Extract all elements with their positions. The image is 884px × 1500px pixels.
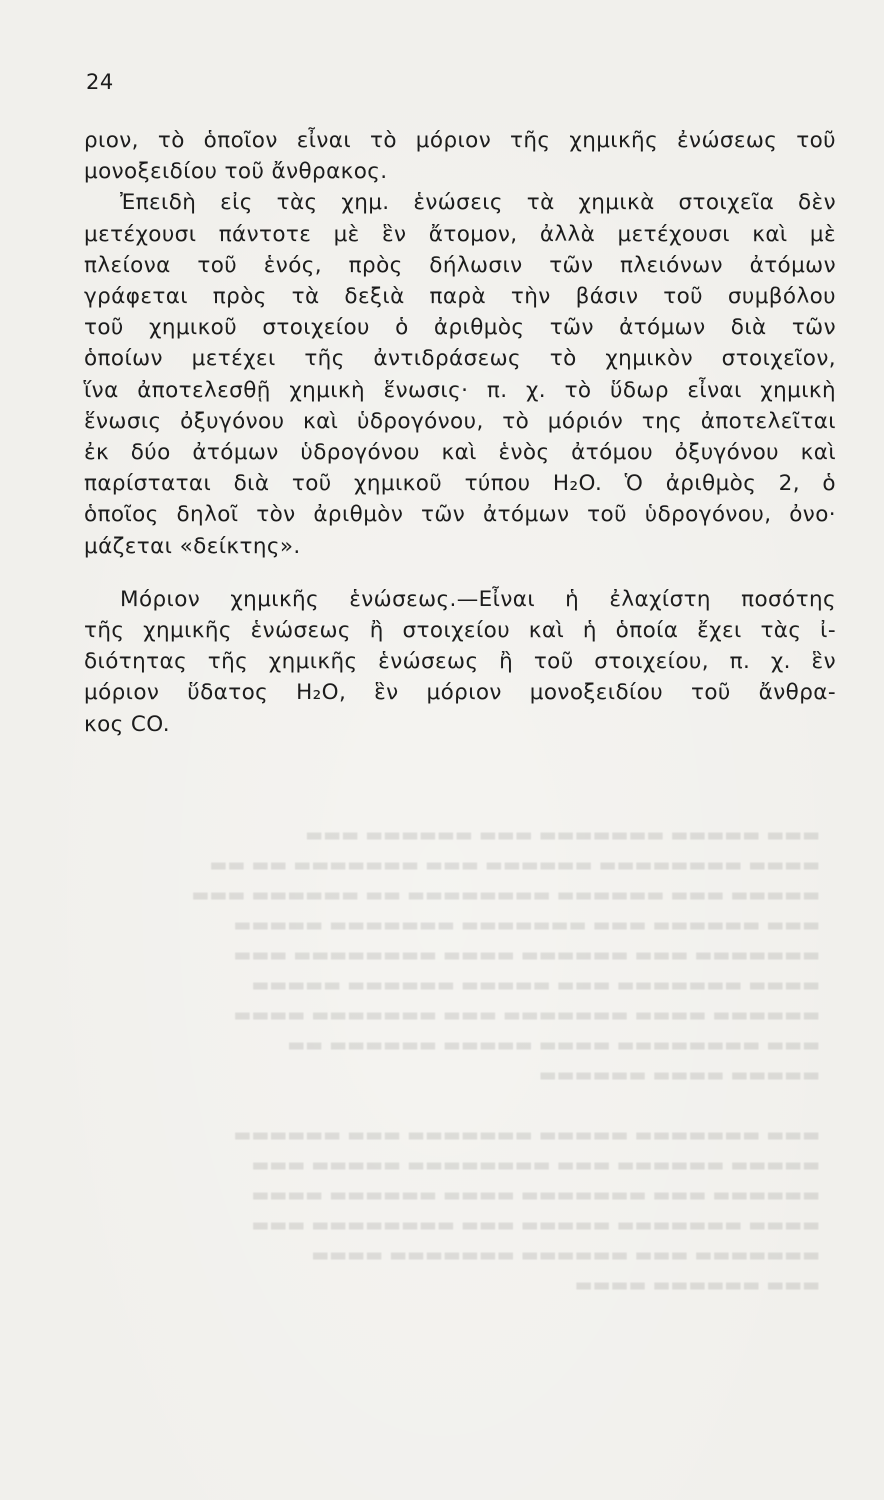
page-number: 24 (86, 70, 114, 94)
texture-line: ▬▬▬▬ ▬▬▬▬▬▬▬ ▬▬▬▬▬ ▬▬▬ ▬▬▬▬▬▬▬▬ ▬▬▬ (251, 1214, 820, 1236)
texture-line (80, 1090, 820, 1120)
texture-line: ▬▬▬▬▬▬▬ ▬▬▬ ▬▬▬▬▬▬ ▬▬▬▬▬▬▬ ▬▬▬▬ (311, 1244, 820, 1266)
text-line: τῆς χημικῆς ἑνώσεως ἢ στοιχείου καὶ ἡ ὁποία ἔχει τὰς ἰ- (84, 618, 836, 644)
text-line: Μόριον χημικῆς ἑνώσεως.—Εἶναι ἡ ἐλαχίστη ποσότης (120, 586, 836, 612)
body-text (84, 125, 836, 740)
text-line: ὁποίων μετέχει τῆς ἀντιδράσεως τὸ χημικὸν στοιχεῖον, (84, 346, 836, 372)
text-line: ἕνωσις ὀξυγόνου καὶ ὑδρογόνου, τὸ μόριόν της ἀποτελεῖται (84, 408, 836, 434)
texture-line: ▬▬▬▬▬▬▬ ▬▬▬ ▬▬▬▬▬▬ ▬▬▬▬ ▬▬▬▬▬▬▬▬ ▬▬▬ (233, 944, 820, 966)
texture-line: ▬▬▬▬▬ ▬▬▬▬▬▬ ▬▬▬ ▬▬▬▬▬▬▬▬ ▬▬▬▬▬ ▬▬▬ (251, 1154, 820, 1176)
text-line: τοῦ χημικοῦ στοιχείου ὁ ἀριθμὸς τῶν ἀτόμων διὰ τῶν (84, 315, 836, 341)
text-line: μονοξειδίου τοῦ ἄνθρακος. (84, 159, 388, 185)
text-line: μάζεται «δείκτης». (84, 533, 301, 559)
text-line: γράφεται πρὸς τὰ δεξιὰ παρὰ τὴν βάσιν τοῦ συμβόλου (84, 284, 836, 310)
texture-line: ▬▬▬▬▬▬ ▬▬▬▬ ▬▬▬▬▬▬▬ ▬▬▬ ▬▬▬▬▬▬▬ ▬▬▬▬ (233, 1004, 820, 1026)
texture-line: ▬▬▬▬▬ ▬▬▬ ▬▬▬▬▬▬ ▬▬▬▬▬▬▬▬ ▬▬ ▬▬▬▬▬▬ ▬▬▬ (191, 884, 820, 906)
text-line: Ἐπειδὴ εἰς τὰς χημ. ἑνώσεις τὰ χημικὰ στοιχεῖα δὲν (120, 190, 836, 216)
text-line: διότητας τῆς χημικῆς ἑνώσεως ἢ τοῦ στοιχείου, π. χ. ἓν (84, 649, 836, 675)
texture-line: ▬▬▬ ▬▬▬▬▬▬ ▬▬▬ ▬▬▬▬▬▬▬ ▬▬▬▬▬▬▬ ▬▬▬▬▬ (233, 914, 820, 936)
text-line: μόριον ὕδατος H₂O, ἓν μόριον μονοξειδίου τοῦ ἄνθρα- (84, 680, 836, 706)
text-line: πλείονα τοῦ ἑνός, πρὸς δήλωσιν τῶν πλειόνων ἀτόμων (84, 252, 836, 278)
texture-line: ▬▬▬▬▬ ▬▬▬▬ ▬▬▬▬▬▬ (538, 1064, 820, 1086)
texture-line: ▬▬▬ ▬▬▬▬▬ ▬▬▬▬▬▬▬ ▬▬▬ ▬▬▬▬▬▬ ▬▬▬ (305, 824, 820, 846)
texture-line: ▬▬▬▬ ▬▬▬▬▬▬▬ ▬▬▬ ▬▬▬▬▬ ▬▬▬▬▬▬ ▬▬▬▬▬ (251, 974, 820, 996)
text-line: ἐκ δύο ἀτόμων ὑδρογόνου καὶ ἑνὸς ἀτόμου ὀξυγόνου καὶ (84, 440, 836, 466)
text-line: παρίσταται διὰ τοῦ χημικοῦ τύπου H₂O. Ὁ ἀριθμὸς 2, ὁ (84, 471, 836, 497)
paragraph-3 (84, 584, 836, 740)
texture-line: ▬▬▬▬ ▬▬▬▬▬▬▬▬ ▬▬▬▬▬▬ ▬▬▬ ▬▬▬▬▬▬▬ ▬▬ ▬▬ (209, 854, 820, 876)
text-line: ὁποῖος δηλοῖ τὸν ἀριθμὸν τῶν ἀτόμων τοῦ ὑδρογόνου, ὀνο· (84, 502, 836, 528)
texture-line: ▬▬▬▬▬▬ ▬▬▬ ▬▬▬▬▬▬▬ ▬▬▬▬ ▬▬▬▬▬▬ ▬▬▬▬ (251, 1184, 820, 1206)
texture-line: ▬▬▬ ▬▬▬▬▬▬▬ ▬▬▬▬▬ ▬▬▬▬▬▬▬ ▬▬▬ ▬▬▬▬▬▬ (233, 1124, 820, 1146)
text-line: μετέχουσι πάντοτε μὲ ἓν ἄτομον, ἀλλὰ μετέχουσι καὶ μὲ (84, 221, 836, 247)
texture-line: ▬▬▬ ▬▬▬▬▬▬ ▬▬▬▬ (574, 1274, 820, 1296)
paragraph-1 (84, 125, 836, 187)
text-line: κος CO. (84, 711, 170, 737)
show-through-texture (80, 820, 820, 1380)
text-line: ἵνα ἀποτελεσθῇ χημικὴ ἕνωσις· π. χ. τὸ ὕδωρ εἶναι χημικὴ (84, 377, 836, 403)
text-line: ριον, τὸ ὁποῖον εἶναι τὸ μόριον τῆς χημικῆς ἐνώσεως τοῦ (84, 128, 836, 153)
paragraph-2 (84, 187, 836, 561)
texture-line: ▬▬▬ ▬▬▬▬▬▬▬▬ ▬▬▬▬ ▬▬▬▬▬ ▬▬▬▬▬▬ ▬▬ (287, 1034, 820, 1056)
paragraph-gap (84, 562, 836, 584)
